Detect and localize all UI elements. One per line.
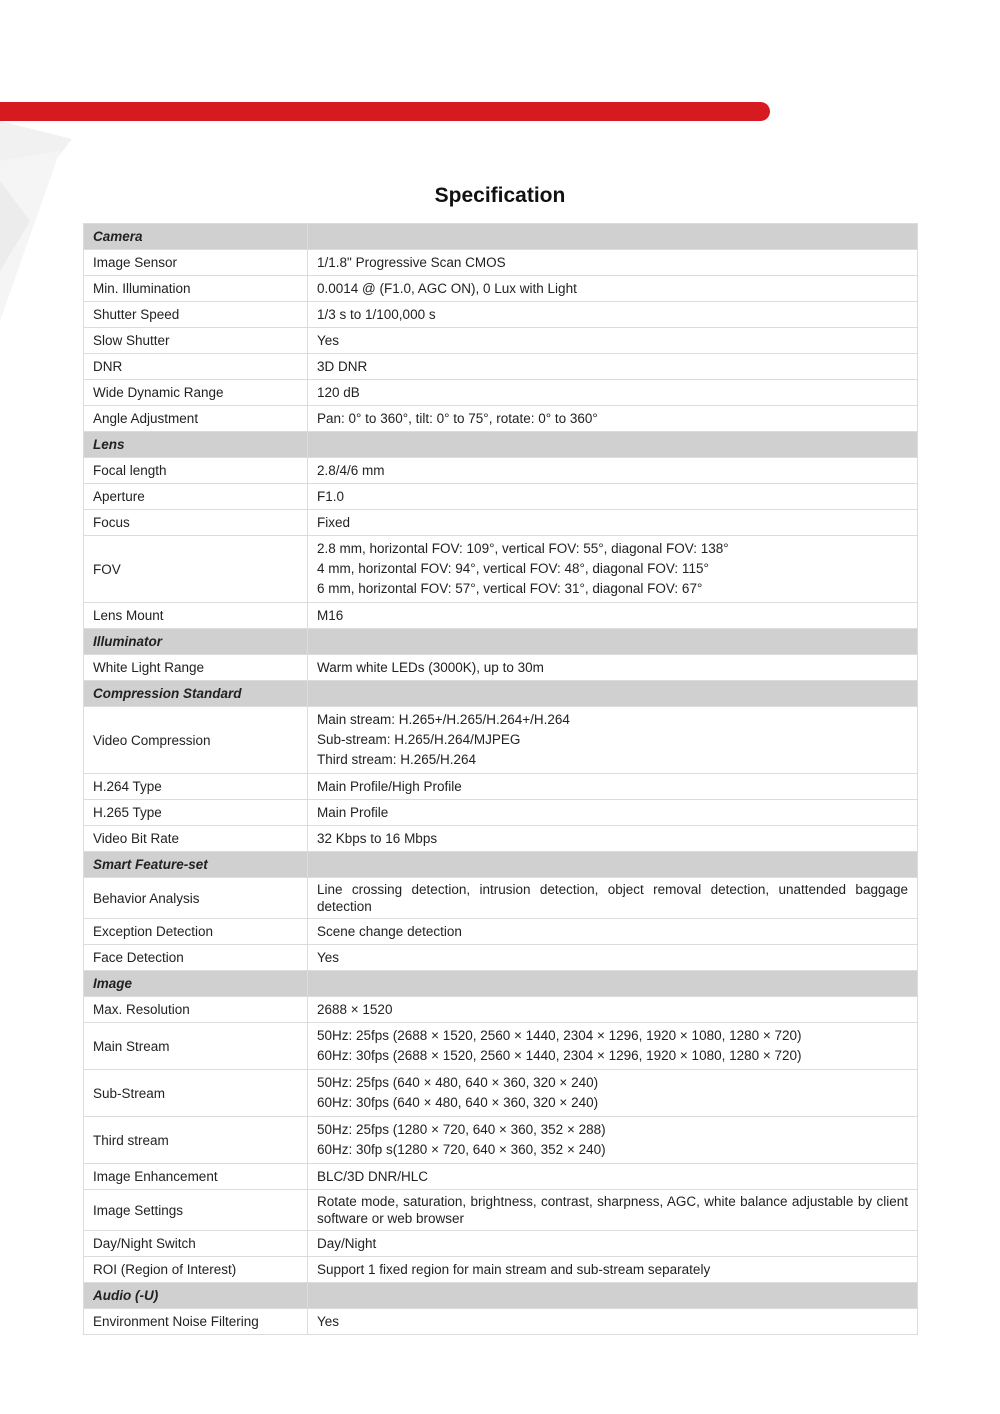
spec-label: Video Bit Rate bbox=[84, 826, 308, 852]
spec-value: Main Profile/High Profile bbox=[308, 774, 918, 800]
table-row bbox=[84, 1164, 918, 1190]
spec-label: H.264 Type bbox=[84, 774, 308, 800]
section-header bbox=[84, 629, 918, 655]
spec-label: DNR bbox=[84, 354, 308, 380]
spec-value: 1/3 s to 1/100,000 s bbox=[308, 302, 918, 328]
spec-label: H.265 Type bbox=[84, 800, 308, 826]
section-header-blank bbox=[308, 629, 918, 655]
spec-value: Yes bbox=[308, 328, 918, 354]
section-header-blank bbox=[308, 224, 918, 250]
spec-label: Main Stream bbox=[84, 1023, 308, 1070]
decorative-triangles bbox=[0, 121, 80, 321]
section-header-blank bbox=[308, 1283, 918, 1309]
spec-value: 120 dB bbox=[308, 380, 918, 406]
table-row bbox=[84, 945, 918, 971]
spec-value: 32 Kbps to 16 Mbps bbox=[308, 826, 918, 852]
table-row bbox=[84, 1117, 918, 1164]
spec-value: 0.0014 @ (F1.0, AGC ON), 0 Lux with Light bbox=[308, 276, 918, 302]
spec-label: Focus bbox=[84, 510, 308, 536]
spec-value-line: 50Hz: 25fps (2688 × 1520, 2560 × 1440, 2304 × 1296, 1920 × 1080, 1280 × 720) bbox=[317, 1028, 802, 1043]
spec-value: Warm white LEDs (3000K), up to 30m bbox=[308, 655, 918, 681]
table-row bbox=[84, 458, 918, 484]
spec-value: Day/Night bbox=[308, 1231, 918, 1257]
table-row bbox=[84, 603, 918, 629]
spec-value: 2688 × 1520 bbox=[308, 997, 918, 1023]
spec-label: Angle Adjustment bbox=[84, 406, 308, 432]
spec-label: Video Compression bbox=[84, 707, 308, 774]
section-title: Illuminator bbox=[84, 629, 308, 655]
section-header bbox=[84, 681, 918, 707]
section-header bbox=[84, 224, 918, 250]
spec-value-line: 50Hz: 25fps (640 × 480, 640 × 360, 320 × 240) bbox=[317, 1075, 599, 1090]
spec-value: Yes bbox=[308, 945, 918, 971]
spec-value-line: 60Hz: 30fp s(1280 × 720, 640 × 360, 352 × 240) bbox=[317, 1142, 606, 1157]
spec-value: Pan: 0° to 360°, tilt: 0° to 75°, rotate: 0° to 360° bbox=[308, 406, 918, 432]
section-header-blank bbox=[308, 852, 918, 878]
spec-value-line: 60Hz: 30fps (640 × 480, 640 × 360, 320 × 240) bbox=[317, 1095, 599, 1110]
spec-label: Behavior Analysis bbox=[84, 878, 308, 919]
spec-value-line: Main stream: H.265+/H.265/H.264+/H.264 bbox=[317, 712, 570, 727]
table-row bbox=[84, 1070, 918, 1117]
section-title: Camera bbox=[84, 224, 308, 250]
spec-value bbox=[308, 707, 918, 774]
spec-label: Wide Dynamic Range bbox=[84, 380, 308, 406]
spec-value: Scene change detection bbox=[308, 919, 918, 945]
table-row bbox=[84, 1309, 918, 1335]
spec-label: Focal length bbox=[84, 458, 308, 484]
table-row bbox=[84, 510, 918, 536]
table-row bbox=[84, 1257, 918, 1283]
section-header bbox=[84, 432, 918, 458]
table-row bbox=[84, 800, 918, 826]
section-header-blank bbox=[308, 432, 918, 458]
spec-value-line: 60Hz: 30fps (2688 × 1520, 2560 × 1440, 2304 × 1296, 1920 × 1080, 1280 × 720) bbox=[317, 1048, 802, 1063]
spec-value: Yes bbox=[308, 1309, 918, 1335]
table-row bbox=[84, 997, 918, 1023]
spec-label: Image Enhancement bbox=[84, 1164, 308, 1190]
spec-value: Line crossing detection, intrusion detection, object removal detection, unattended baggage detection bbox=[308, 878, 918, 919]
table-row bbox=[84, 878, 918, 919]
spec-value-line: 6 mm, horizontal FOV: 57°, vertical FOV: 31°, diagonal FOV: 67° bbox=[317, 581, 703, 596]
spec-value-line: Sub-stream: H.265/H.264/MJPEG bbox=[317, 732, 521, 747]
section-title: Smart Feature-set bbox=[84, 852, 308, 878]
spec-value: F1.0 bbox=[308, 484, 918, 510]
spec-value bbox=[308, 1070, 918, 1117]
table-row bbox=[84, 328, 918, 354]
spec-label: FOV bbox=[84, 536, 308, 603]
section-title: Compression Standard bbox=[84, 681, 308, 707]
spec-value bbox=[308, 536, 918, 603]
table-row bbox=[84, 354, 918, 380]
spec-value: Support 1 fixed region for main stream and sub-stream separately bbox=[308, 1257, 918, 1283]
spec-label: Sub-Stream bbox=[84, 1070, 308, 1117]
spec-value bbox=[308, 1023, 918, 1070]
spec-value: Rotate mode, saturation, brightness, contrast, sharpness, AGC, white balance adjustable by client software or web browser bbox=[308, 1190, 918, 1231]
spec-label: Min. Illumination bbox=[84, 276, 308, 302]
table-row bbox=[84, 1023, 918, 1070]
spec-value-line: Third stream: H.265/H.264 bbox=[317, 752, 477, 767]
spec-label: Lens Mount bbox=[84, 603, 308, 629]
table-row bbox=[84, 655, 918, 681]
spec-label: Exception Detection bbox=[84, 919, 308, 945]
table-row bbox=[84, 536, 918, 603]
spec-label: Slow Shutter bbox=[84, 328, 308, 354]
table-row bbox=[84, 380, 918, 406]
specification-table bbox=[83, 223, 918, 1335]
spec-label: Face Detection bbox=[84, 945, 308, 971]
spec-value: M16 bbox=[308, 603, 918, 629]
table-row bbox=[84, 250, 918, 276]
spec-label: Image Sensor bbox=[84, 250, 308, 276]
section-title: Audio (-U) bbox=[84, 1283, 308, 1309]
spec-label: Image Settings bbox=[84, 1190, 308, 1231]
page-title: Specification bbox=[434, 184, 566, 207]
table-row bbox=[84, 919, 918, 945]
header-red-bar bbox=[0, 102, 770, 121]
section-title: Image bbox=[84, 971, 308, 997]
spec-label: White Light Range bbox=[84, 655, 308, 681]
spec-value: BLC/3D DNR/HLC bbox=[308, 1164, 918, 1190]
section-header bbox=[84, 1283, 918, 1309]
table-row bbox=[84, 707, 918, 774]
table-row bbox=[84, 406, 918, 432]
spec-label: Aperture bbox=[84, 484, 308, 510]
spec-label: Shutter Speed bbox=[84, 302, 308, 328]
table-row bbox=[84, 774, 918, 800]
spec-value: Main Profile bbox=[308, 800, 918, 826]
table-row bbox=[84, 1190, 918, 1231]
spec-value-line: 50Hz: 25fps (1280 × 720, 640 × 360, 352 × 288) bbox=[317, 1122, 606, 1137]
section-header-blank bbox=[308, 681, 918, 707]
spec-value bbox=[308, 1117, 918, 1164]
table-row bbox=[84, 1231, 918, 1257]
table-row bbox=[84, 302, 918, 328]
table-row bbox=[84, 484, 918, 510]
spec-value: 2.8/4/6 mm bbox=[308, 458, 918, 484]
spec-value: Fixed bbox=[308, 510, 918, 536]
spec-label: ROI (Region of Interest) bbox=[84, 1257, 308, 1283]
table-row bbox=[84, 826, 918, 852]
spec-value-line: 4 mm, horizontal FOV: 94°, vertical FOV: 48°, diagonal FOV: 115° bbox=[317, 561, 709, 576]
spec-label: Max. Resolution bbox=[84, 997, 308, 1023]
spec-value: 1/1.8" Progressive Scan CMOS bbox=[308, 250, 918, 276]
section-header bbox=[84, 852, 918, 878]
table-row bbox=[84, 276, 918, 302]
spec-value-line: 2.8 mm, horizontal FOV: 109°, vertical FOV: 55°, diagonal FOV: 138° bbox=[317, 541, 729, 556]
spec-label: Third stream bbox=[84, 1117, 308, 1164]
section-title: Lens bbox=[84, 432, 308, 458]
spec-label: Environment Noise Filtering bbox=[84, 1309, 308, 1335]
spec-value: 3D DNR bbox=[308, 354, 918, 380]
spec-label: Day/Night Switch bbox=[84, 1231, 308, 1257]
section-header-blank bbox=[308, 971, 918, 997]
section-header bbox=[84, 971, 918, 997]
